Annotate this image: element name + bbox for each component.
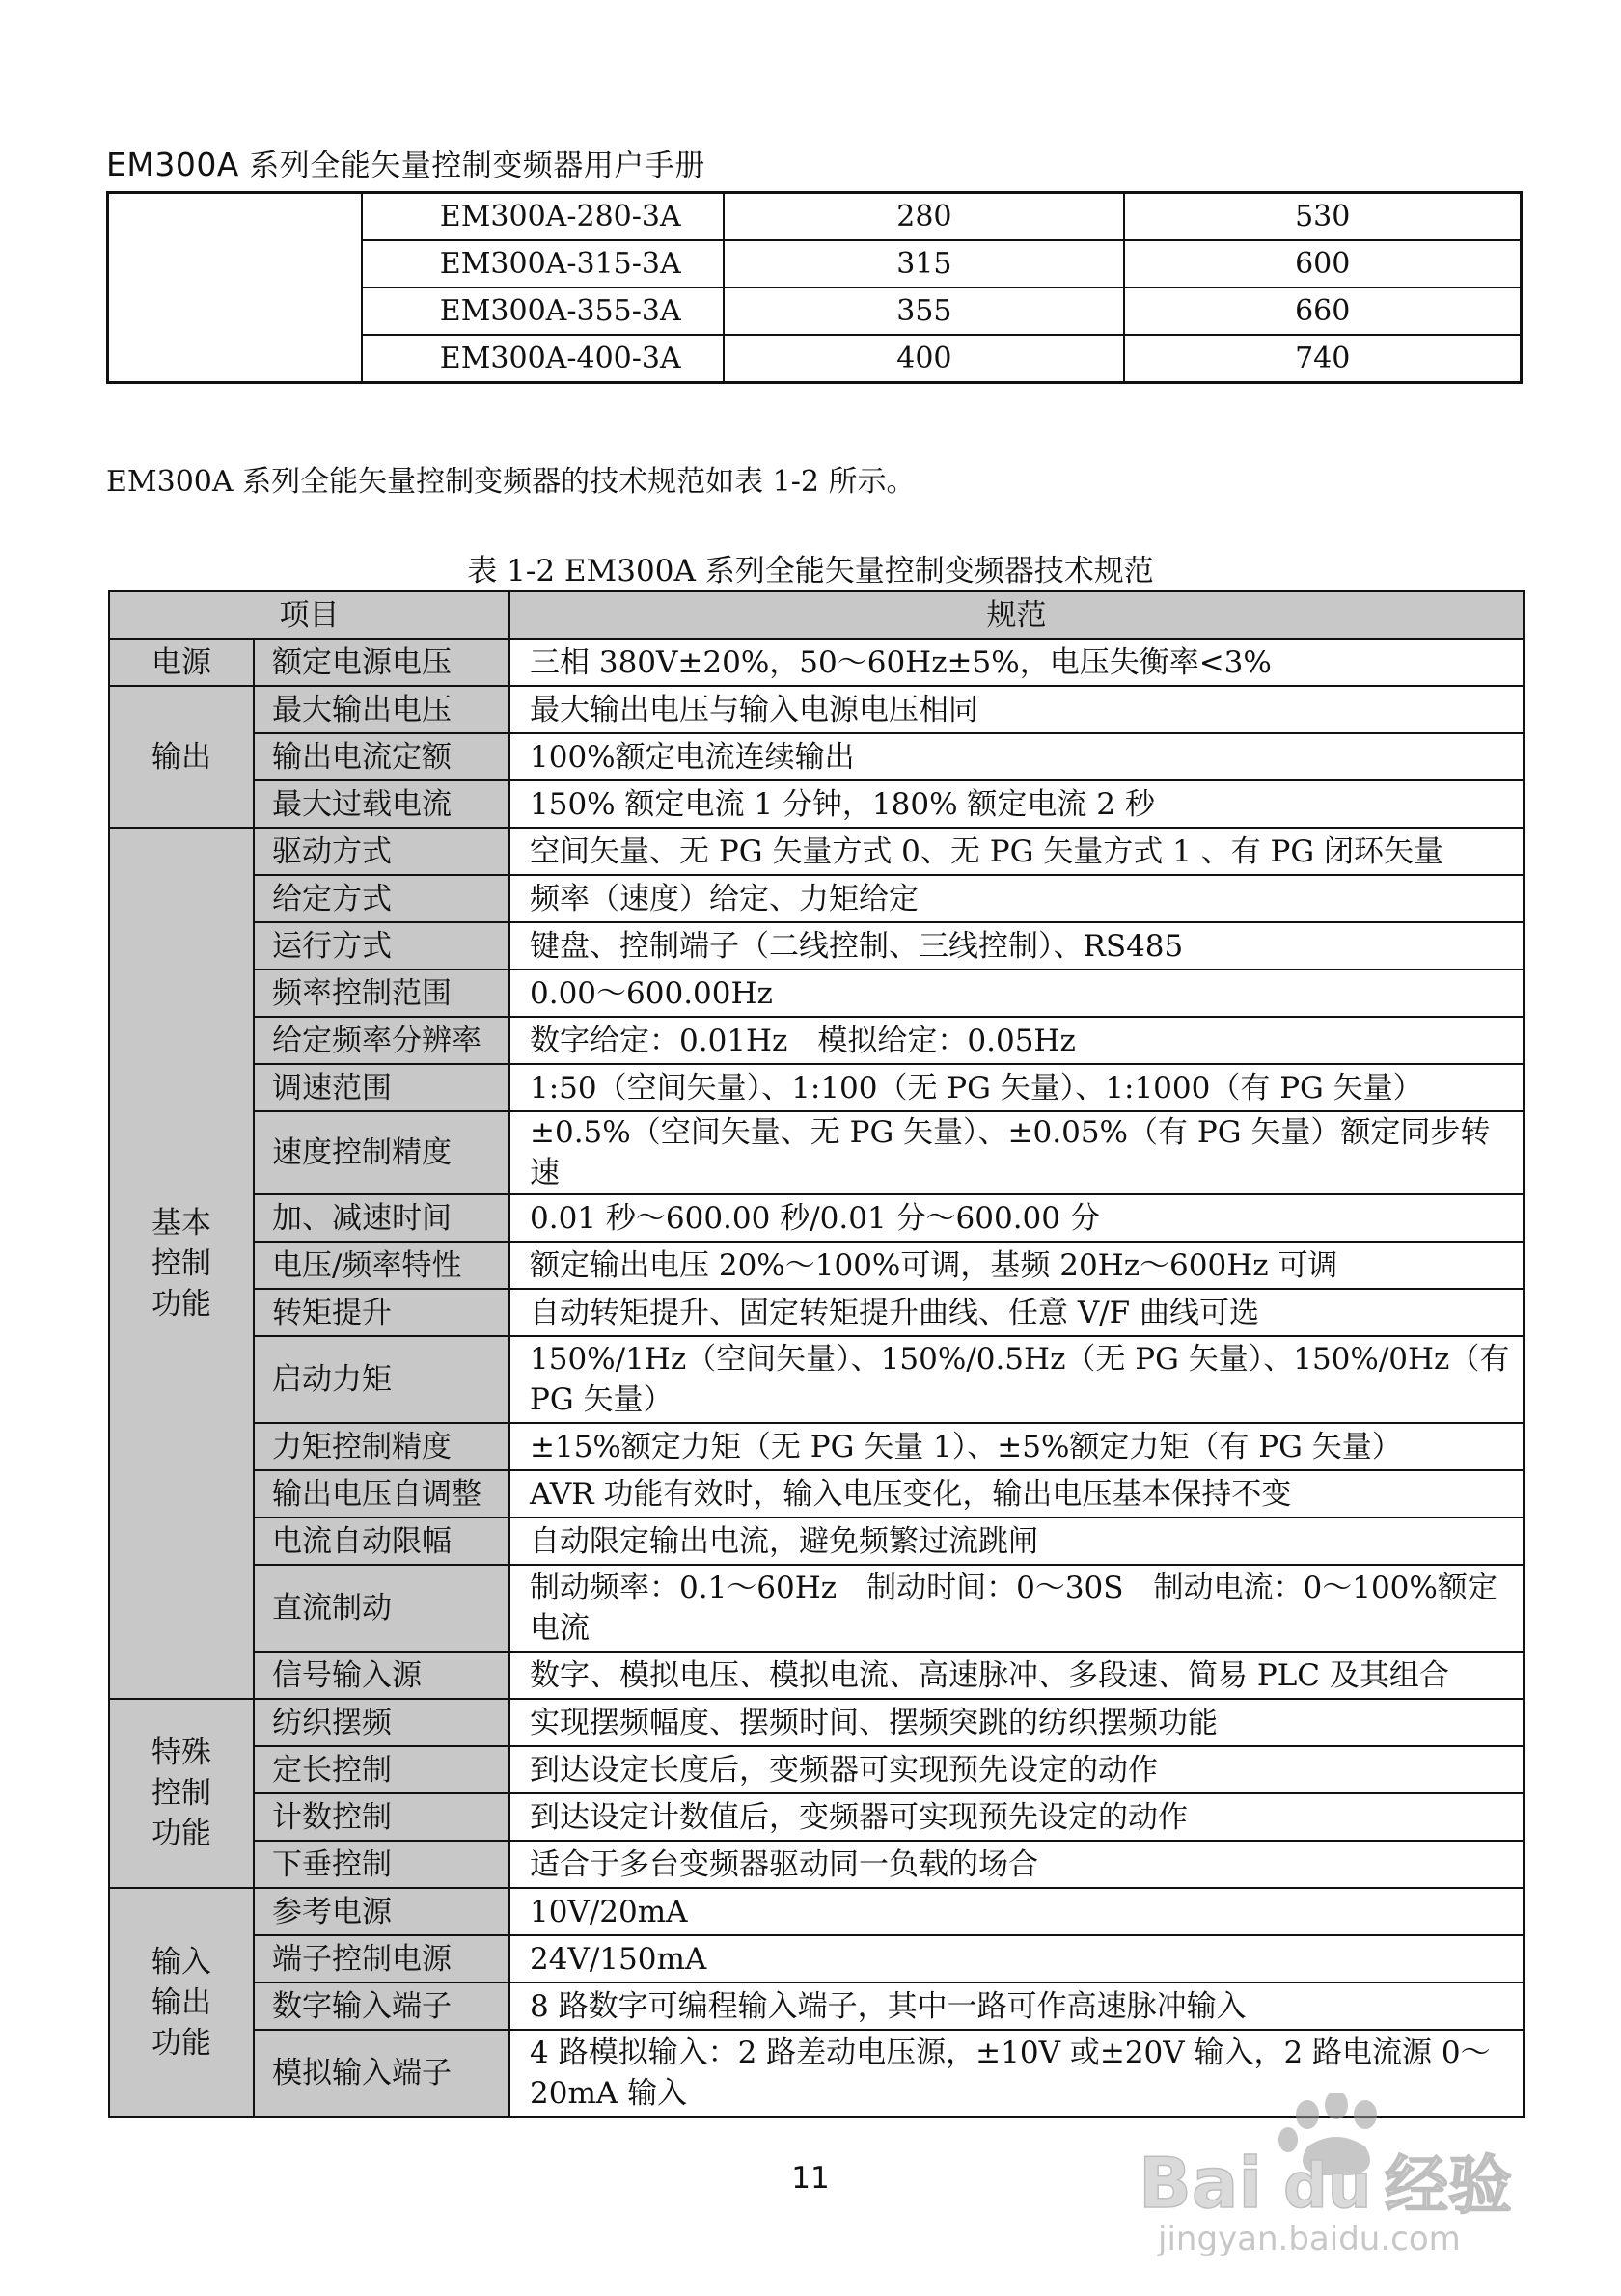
spec-row bbox=[109, 1111, 1524, 1194]
spec-row bbox=[109, 780, 1524, 828]
baidu-jingyan-watermark bbox=[1129, 2093, 1573, 2257]
category-cell bbox=[109, 686, 254, 828]
spec-cell: 适合于多台变频器驱动同一负载的场合 bbox=[509, 1841, 1524, 1888]
empty-category-cell bbox=[108, 193, 362, 383]
spec-row bbox=[109, 1017, 1524, 1064]
category-label: 输出 bbox=[151, 739, 211, 775]
spec-row bbox=[109, 1935, 1524, 1982]
item-cell: 定长控制 bbox=[254, 1746, 509, 1793]
watermark-brand2: du bbox=[1283, 2151, 1372, 2223]
spec-cell: AVR 功能有效时，输入电压变化，输出电压基本保持不变 bbox=[509, 1470, 1524, 1517]
table-caption: 表 1-2 EM300A 系列全能矢量控制变频器技术规范 bbox=[467, 554, 1154, 588]
spec-row bbox=[109, 1194, 1524, 1242]
spec-cell: ±15%额定力矩（无 PG 矢量 1）、±5%额定力矩（有 PG 矢量） bbox=[509, 1423, 1524, 1470]
spec-cell: 制动频率：0.1～60Hz 制动时间：0～30S 制动电流：0～100%额定电流 bbox=[509, 1565, 1524, 1652]
spec-cell: 自动限定输出电流，避免频繁过流跳闸 bbox=[509, 1517, 1524, 1565]
item-cell: 参考电源 bbox=[254, 1888, 509, 1935]
header-title: 系列全能矢量控制变频器用户手册 bbox=[238, 149, 705, 183]
spec-row bbox=[109, 639, 1524, 686]
spec-row bbox=[109, 1888, 1524, 1935]
spec-row bbox=[109, 733, 1524, 780]
spec-row bbox=[109, 1841, 1524, 1888]
item-cell: 驱动方式 bbox=[254, 828, 509, 875]
model-cell: EM300A-280-3A bbox=[362, 193, 725, 241]
spec-cell: 到达设定长度后，变频器可实现预先设定的动作 bbox=[509, 1746, 1524, 1793]
item-cell: 给定方式 bbox=[254, 875, 509, 922]
spec-row bbox=[109, 1746, 1524, 1793]
item-cell: 直流制动 bbox=[254, 1565, 509, 1652]
item-cell: 额定电源电压 bbox=[254, 639, 509, 686]
watermark-label: 经验 bbox=[1385, 2148, 1512, 2223]
item-cell: 端子控制电源 bbox=[254, 1935, 509, 1982]
spec-cell: 10V/20mA bbox=[509, 1888, 1524, 1935]
item-cell: 最大输出电压 bbox=[254, 686, 509, 733]
model-cell: EM300A-315-3A bbox=[362, 240, 725, 287]
category-cell bbox=[109, 1888, 254, 2117]
spec-cell: 键盘、控制端子（二线控制、三线控制）、RS485 bbox=[509, 922, 1524, 970]
spec-row bbox=[109, 1064, 1524, 1111]
item-cell: 转矩提升 bbox=[254, 1289, 509, 1336]
spec-cell: 0.00～600.00Hz bbox=[509, 970, 1524, 1017]
model-cell: EM300A-355-3A bbox=[362, 287, 725, 335]
spec-cell: 频率（速度）给定、力矩给定 bbox=[509, 875, 1524, 922]
category-label: 基本 控制 功能 bbox=[151, 1205, 211, 1322]
spec-cell: 24V/150mA bbox=[509, 1935, 1524, 1982]
spec-cell: 数字、模拟电压、模拟电流、高速脉冲、多段速、简易 PLC 及其组合 bbox=[509, 1652, 1524, 1699]
spec-row bbox=[109, 1423, 1524, 1470]
spec-row bbox=[109, 828, 1524, 875]
item-cell: 下垂控制 bbox=[254, 1841, 509, 1888]
item-cell: 给定频率分辨率 bbox=[254, 1017, 509, 1064]
header-brand: EM300A bbox=[106, 146, 239, 183]
item-cell: 最大过载电流 bbox=[254, 780, 509, 828]
page-header bbox=[106, 141, 705, 184]
item-cell: 输出电流定额 bbox=[254, 733, 509, 780]
spec-row bbox=[109, 1242, 1524, 1289]
item-cell: 计数控制 bbox=[254, 1793, 509, 1841]
category-label: 电源 bbox=[151, 644, 211, 680]
spec-cell: 数字给定：0.01Hz 模拟给定：0.05Hz bbox=[509, 1017, 1524, 1064]
item-cell: 速度控制精度 bbox=[254, 1111, 509, 1194]
spec-row bbox=[109, 1982, 1524, 2030]
spec-row bbox=[109, 1565, 1524, 1652]
spec-cell: ±0.5%（空间矢量、无 PG 矢量）、±0.05%（有 PG 矢量）额定同步转速 bbox=[509, 1111, 1524, 1194]
spec-cell: 实现摆频幅度、摆频时间、摆频突跳的纺织摆频功能 bbox=[509, 1699, 1524, 1746]
item-cell: 数字输入端子 bbox=[254, 1982, 509, 2030]
spec-cell: 4 路模拟输入：2 路差动电压源，±10V 或±20V 输入，2 路电流源 0～20mA 输入 bbox=[509, 2030, 1524, 2117]
model-table bbox=[106, 191, 1523, 384]
power-cell: 400 bbox=[724, 335, 1124, 383]
spec-row bbox=[109, 970, 1524, 1017]
spec-cell: 三相 380V±20%，50～60Hz±5%，电压失衡率<3% bbox=[509, 639, 1524, 686]
category-cell bbox=[109, 639, 254, 686]
spec-cell: 额定输出电压 20%～100%可调，基频 20Hz～600Hz 可调 bbox=[509, 1242, 1524, 1289]
spec-cell: 到达设定计数值后，变频器可实现预先设定的动作 bbox=[509, 1793, 1524, 1841]
item-cell: 纺织摆频 bbox=[254, 1699, 509, 1746]
item-cell: 力矩控制精度 bbox=[254, 1423, 509, 1470]
spec-cell: 150% 额定电流 1 分钟，180% 额定电流 2 秒 bbox=[509, 780, 1524, 828]
model-row bbox=[108, 193, 1522, 241]
spec-table bbox=[108, 590, 1525, 2118]
item-cell: 输出电压自调整 bbox=[254, 1470, 509, 1517]
current-cell: 740 bbox=[1124, 335, 1521, 383]
current-cell: 530 bbox=[1124, 193, 1521, 241]
page-number: 11 bbox=[791, 2161, 830, 2196]
spec-row bbox=[109, 1652, 1524, 1699]
spec-cell: 自动转矩提升、固定转矩提升曲线、任意 V/F 曲线可选 bbox=[509, 1289, 1524, 1336]
category-label: 特殊 控制 功能 bbox=[151, 1736, 211, 1851]
category-cell bbox=[109, 1699, 254, 1888]
item-cell: 电流自动限幅 bbox=[254, 1517, 509, 1565]
item-cell: 模拟输入端子 bbox=[254, 2030, 509, 2117]
spec-row bbox=[109, 922, 1524, 970]
header-spec: 规范 bbox=[509, 591, 1524, 639]
current-cell: 600 bbox=[1124, 240, 1521, 287]
item-cell: 信号输入源 bbox=[254, 1652, 509, 1699]
item-cell: 电压/频率特性 bbox=[254, 1242, 509, 1289]
item-cell: 运行方式 bbox=[254, 922, 509, 970]
intro-text: EM300A 系列全能矢量控制变频器的技术规范如表 1-2 所示。 bbox=[106, 465, 916, 499]
spec-row bbox=[109, 875, 1524, 922]
spec-row bbox=[109, 1699, 1524, 1746]
spec-cell: 0.01 秒～600.00 秒/0.01 分～600.00 分 bbox=[509, 1194, 1524, 1242]
category-label: 输入 输出 功能 bbox=[151, 1944, 211, 2061]
spec-row bbox=[109, 686, 1524, 733]
spec-row bbox=[109, 1793, 1524, 1841]
power-cell: 315 bbox=[724, 240, 1124, 287]
spec-cell: 100%额定电流连续输出 bbox=[509, 733, 1524, 780]
current-cell: 660 bbox=[1124, 287, 1521, 335]
category-cell bbox=[109, 828, 254, 1699]
spec-cell: 8 路数字可编程输入端子，其中一路可作高速脉冲输入 bbox=[509, 1982, 1524, 2030]
header-item: 项目 bbox=[109, 591, 509, 639]
spec-row bbox=[109, 1336, 1524, 1423]
watermark-url: jingyan.baidu.com bbox=[1158, 2220, 1461, 2257]
power-cell: 355 bbox=[724, 287, 1124, 335]
item-cell: 调速范围 bbox=[254, 1064, 509, 1111]
spec-row bbox=[109, 1289, 1524, 1336]
model-cell: EM300A-400-3A bbox=[362, 335, 725, 383]
spec-row bbox=[109, 1517, 1524, 1565]
power-cell: 280 bbox=[724, 193, 1124, 241]
item-cell: 加、减速时间 bbox=[254, 1194, 509, 1242]
spec-cell: 150%/1Hz（空间矢量）、150%/0.5Hz（无 PG 矢量）、150%/0Hz（有 PG 矢量） bbox=[509, 1336, 1524, 1423]
spec-cell: 空间矢量、无 PG 矢量方式 0、无 PG 矢量方式 1 、有 PG 闭环矢量 bbox=[509, 828, 1524, 875]
item-cell: 频率控制范围 bbox=[254, 970, 509, 1017]
item-cell: 启动力矩 bbox=[254, 1336, 509, 1423]
spec-cell: 1:50（空间矢量）、1:100（无 PG 矢量）、1:1000（有 PG 矢量） bbox=[509, 1064, 1524, 1111]
spec-cell: 最大输出电压与输入电源电压相同 bbox=[509, 686, 1524, 733]
watermark-brand: Bai bbox=[1139, 2143, 1263, 2224]
spec-row bbox=[109, 1470, 1524, 1517]
